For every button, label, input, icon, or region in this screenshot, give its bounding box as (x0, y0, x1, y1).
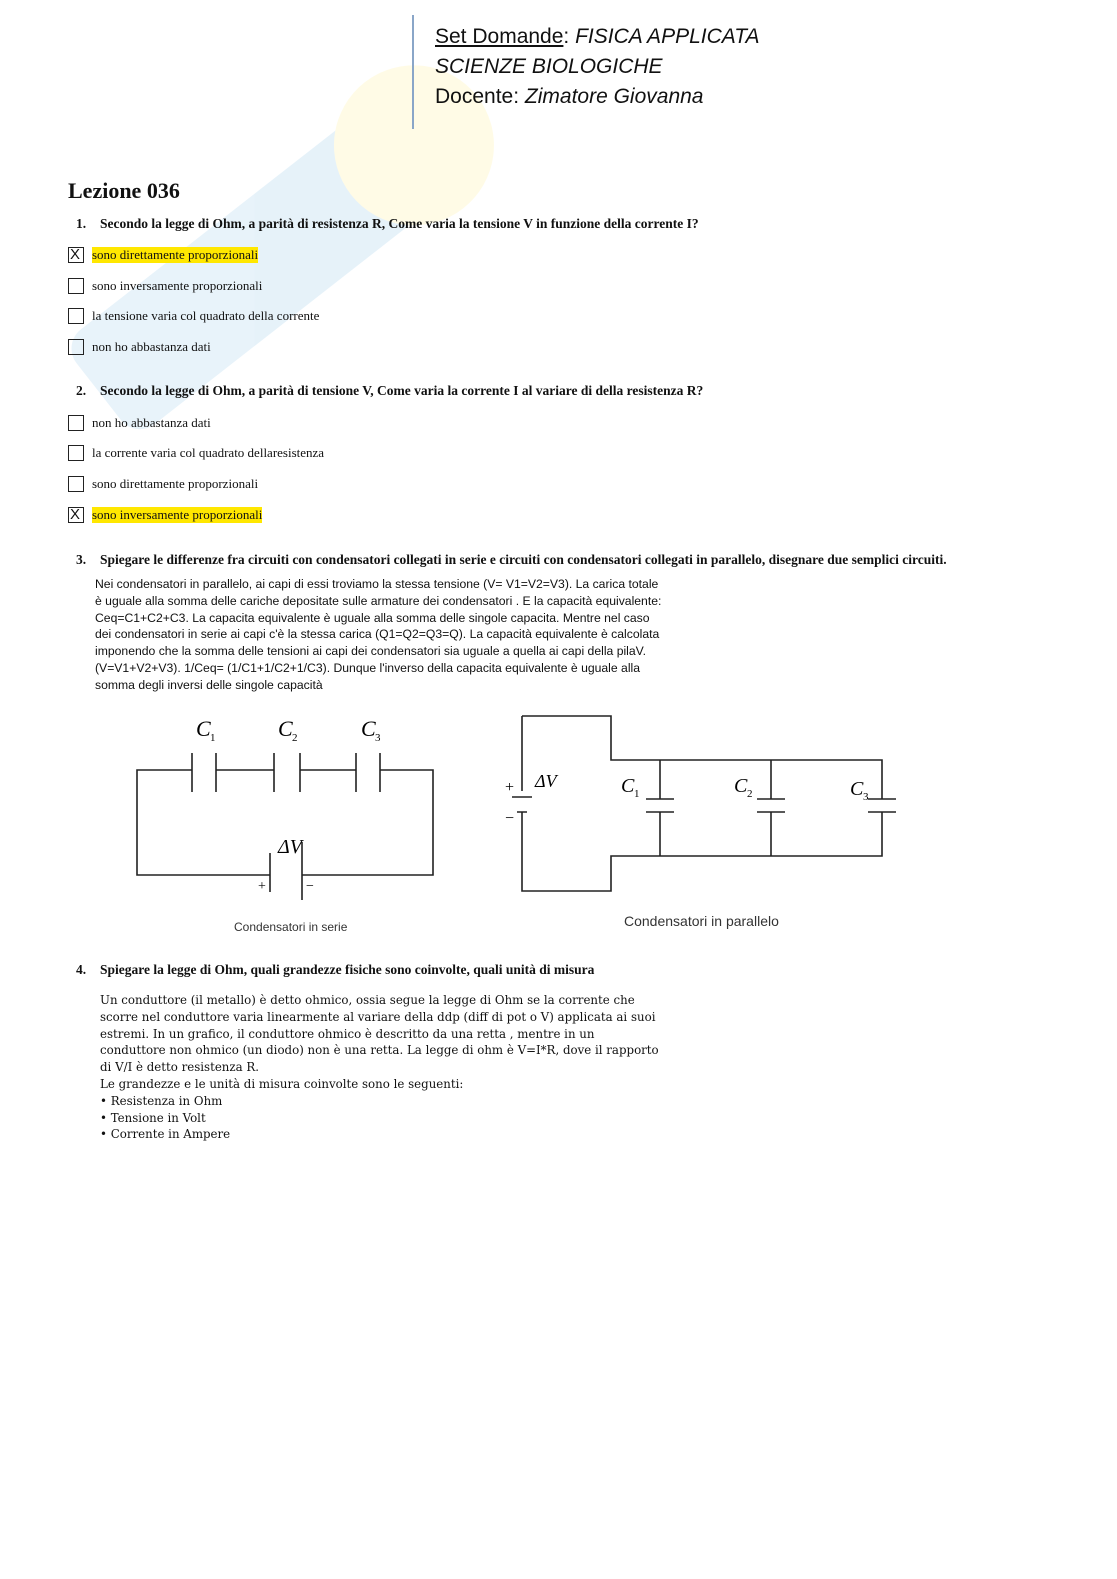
question-1-option-4[interactable] (68, 337, 211, 357)
parallel-c2-label: C (734, 775, 748, 797)
option-label: sono direttamente proporzionali (92, 247, 259, 262)
question-1-option-3[interactable] (68, 306, 319, 326)
parallel-plus-sign: + (505, 779, 515, 796)
question-2-option-1[interactable] (68, 413, 211, 433)
parallel-c1-label: C (621, 775, 635, 797)
header-divider (412, 15, 414, 129)
option-label: non ho abbastanza dati (92, 415, 211, 430)
parallel-c2-subscript: 2 (747, 788, 753, 800)
option-label: non ho abbastanza dati (92, 339, 211, 354)
option-label: sono direttamente proporzionali (92, 476, 259, 491)
parallel-c3-label: C (850, 778, 864, 800)
option-label: sono inversamente proporzionali (92, 507, 263, 522)
question-4-answer (100, 992, 660, 1143)
document-header (435, 22, 760, 112)
lesson-title: Lezione 036 (68, 178, 180, 203)
question-2-option-3[interactable] (68, 474, 258, 494)
checkbox[interactable] (68, 278, 84, 294)
question-1 (76, 216, 699, 232)
parallel-minus-sign: − (505, 810, 515, 827)
checkbox[interactable] (68, 476, 84, 492)
set-label: Set Domande (435, 25, 564, 48)
question-text: Spiegare la legge di Ohm, quali grandezze fisiche sono coinvolte, quali unità di misura (100, 962, 595, 977)
parallel-dv-label: ΔV (535, 771, 557, 791)
list-item: • Resistenza in Ohm (100, 1093, 660, 1110)
units-list (100, 1093, 660, 1143)
checkbox[interactable] (68, 308, 84, 324)
checkbox[interactable] (68, 415, 84, 431)
question-2-option-4[interactable] (68, 505, 262, 525)
teacher-name: Zimatore Giovanna (524, 85, 704, 108)
list-item: • Tensione in Volt (100, 1110, 660, 1127)
question-number: 2. (76, 383, 87, 398)
question-text: Secondo la legge di Ohm, a parità di resistenza R, Come varia la tensione V in funzione della corrente I? (100, 216, 699, 231)
series-c3-label: C (361, 716, 376, 741)
checkbox[interactable] (68, 507, 84, 523)
series-c2-label: C (278, 716, 293, 741)
question-number: 3. (76, 552, 87, 567)
series-c3-subscript: 3 (375, 732, 381, 744)
answer-list-intro: Le grandezze e le unità di misura coinvolte sono le seguenti: (100, 1076, 464, 1091)
series-caption: Condensatori in serie (234, 920, 348, 934)
question-number: 1. (76, 216, 87, 231)
question-1-option-1[interactable] (68, 245, 258, 265)
option-label: la corrente varia col quadrato dellaresistenza (92, 445, 325, 460)
question-3 (76, 552, 947, 568)
parallel-c1-subscript: 1 (634, 788, 640, 800)
question-2-option-2[interactable] (68, 443, 324, 463)
question-number: 4. (76, 962, 87, 977)
series-minus-sign: − (306, 879, 314, 894)
checkbox[interactable] (68, 445, 84, 461)
course-name: FISICA APPLICATA (575, 25, 760, 48)
parallel-circuit-diagram (495, 710, 915, 900)
checkbox[interactable] (68, 247, 84, 263)
set-colon: : (563, 25, 570, 48)
question-2 (76, 383, 703, 399)
series-dv-label: ΔV (278, 836, 302, 858)
parallel-c3-subscript: 3 (863, 791, 869, 803)
question-text: Spiegare le differenze fra circuiti con condensatori collegati in serie e circuiti con condensatori collegati in parallelo, disegnare due semplici circuiti. (100, 552, 947, 567)
header-teacher-line (435, 82, 760, 112)
question-1-option-2[interactable] (68, 276, 262, 296)
list-item: • Corrente in Ampere (100, 1126, 660, 1143)
series-plus-sign: + (258, 879, 266, 894)
checkbox[interactable] (68, 339, 84, 355)
answer-paragraph: Un conduttore (il metallo) è detto ohmico, ossia segue la legge di Ohm se la corrente che scorre nel conduttore varia linearmente al variare della ddp (diff di pot o V) applicata ai suoi estremi. In un grafico, il conduttore ohmico è descritto da una retta , mentre in un conduttore non ohmico (un diodo) non è una retta. La legge di ohm è V=I*R, dove il rapporto di V/I è detto resistenza R. (100, 993, 659, 1075)
option-label: sono inversamente proporzionali (92, 278, 263, 293)
series-circuit-diagram (130, 710, 440, 900)
series-c1-label: C (196, 716, 211, 741)
header-course-line (435, 22, 760, 52)
option-label: la tensione varia col quadrato della corrente (92, 308, 320, 323)
question-text: Secondo la legge di Ohm, a parità di tensione V, Come varia la corrente I al variare di della resistenza R? (100, 383, 704, 398)
series-c1-subscript: 1 (210, 732, 216, 744)
series-c2-subscript: 2 (292, 732, 298, 744)
degree-name: SCIENZE BIOLOGICHE (435, 55, 663, 78)
question-4 (76, 962, 594, 978)
parallel-caption: Condensatori in parallelo (624, 913, 779, 929)
teacher-label: Docente: (435, 85, 520, 108)
question-3-answer: Nei condensatori in parallelo, ai capi di essi troviamo la stessa tensione (V= V1=V2=V3). La carica totale è uguale alla somma delle cariche depositate sulle armature dei condensatori . E la capacità equivalente: Ceq=C1+C2+C3. La capacita equivalente è uguale alla somma delle singole capacita. Mentre nel caso dei condensatori in serie ai capi c'è la stessa carica (Q1=Q2=Q3=Q). La capacità equivalente è calcolata imponendo che la somma delle tensioni ai capi dei condensatori sia uguale a quella ai capi della pilaV. (V=V1+V2+V3). 1/Ceq= (1/C1+1/C2+1/C3). Dunque l'inverso della capacita equivalente è uguale alla somma degli inversi delle singole capacità (95, 577, 662, 692)
